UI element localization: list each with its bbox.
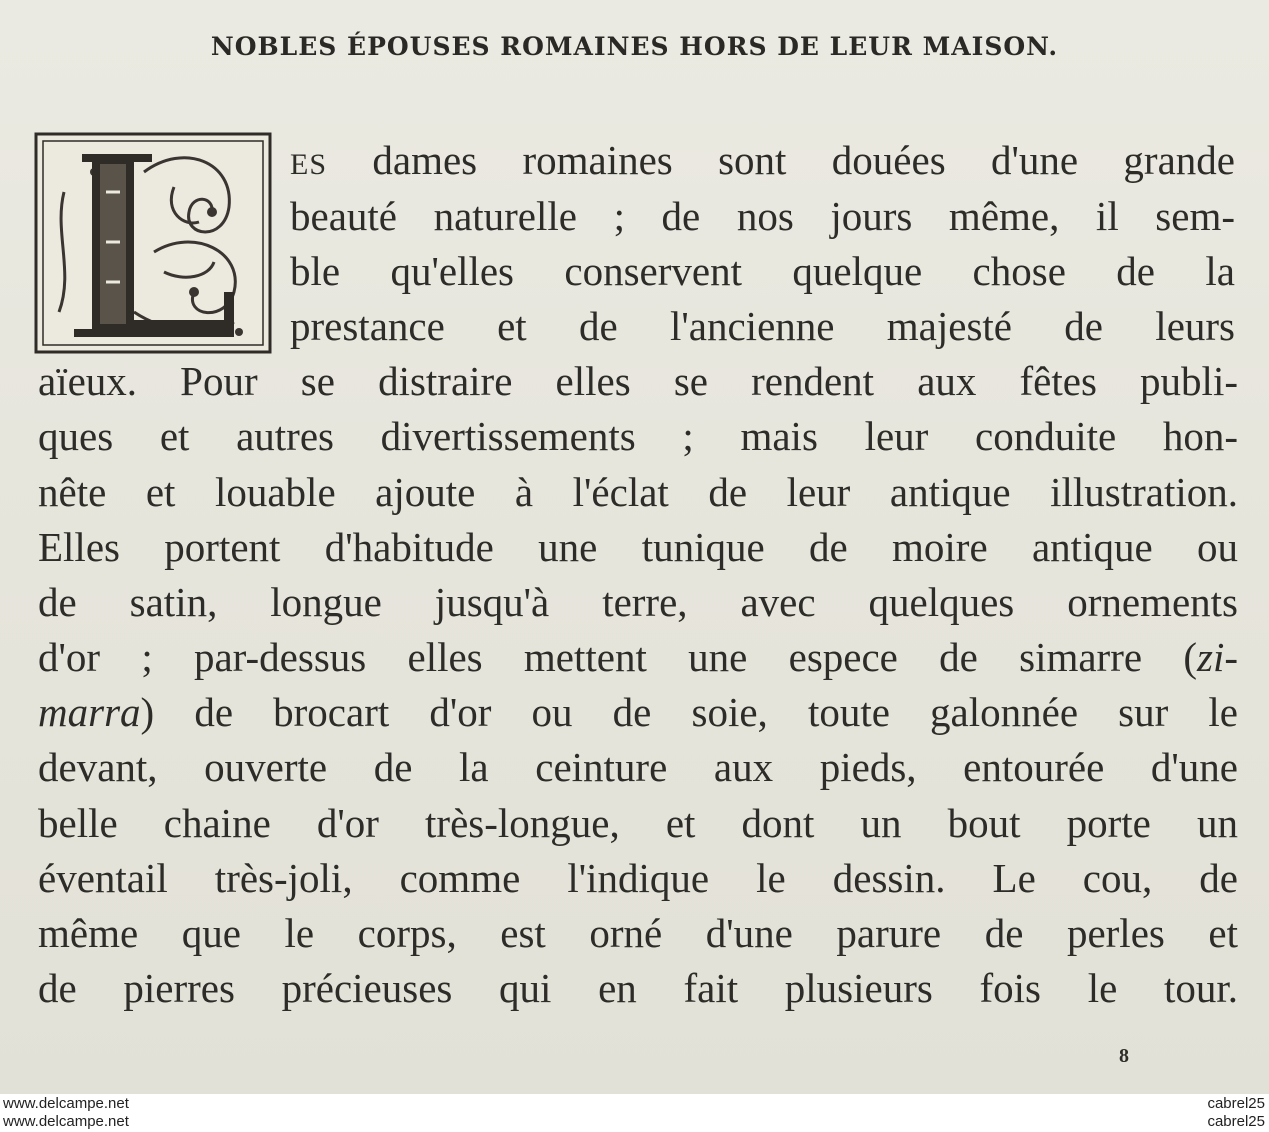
text-line-12: devant, ouverte de la ceinture aux pieds, entourée d'une [38,744,1238,790]
ornamental-dropcap-l [34,132,272,354]
text-line-10 [38,634,1238,680]
text-line-5: aïeux. Pour se distraire elles se rendent aux fêtes publi- [38,358,1238,404]
footer-left-bottom: www.delcampe.net [3,1113,129,1130]
text-line-7: nête et louable ajoute à l'éclat de leur antique illustration. [38,469,1238,515]
text-line-14: éventail très-joli, comme l'indique le dessin. Le cou, de [38,855,1238,901]
text-line-4: prestance et de l'ancienne majesté de leurs [290,303,1235,349]
text-line-3: ble qu'elles conservent quelque chose de la [290,248,1235,294]
page-title: NOBLES ÉPOUSES ROMAINES HORS DE LEUR MAISON. [210,32,1059,61]
text-line-10-main: d'or ; par-dessus elles mettent une espece de simarre ( [38,634,1197,680]
text-line-16: de pierres précieuses qui en fait plusieurs fois le tour. [38,965,1238,1011]
text-line-11-main: ) de brocart d'or ou de soie, toute galonnée sur le [140,689,1238,735]
text-line-1 [290,137,1235,183]
first-line-smallcaps: ES [290,148,328,181]
text-line-13: belle chaine d'or très-longue, et dont un bout porte un [38,800,1238,846]
text-line-2: beauté naturelle ; de nos jours même, il sem- [290,193,1235,239]
footer-right-bottom: cabrel25 [1207,1113,1265,1130]
text-line-8: Elles portent d'habitude une tunique de moire antique ou [38,524,1238,570]
footer-left-top: www.delcampe.net [3,1095,129,1112]
footer-right-top: cabrel25 [1207,1095,1265,1112]
italic-word-zimarra-part2: marra [38,689,141,735]
watermark-footer [0,1094,1269,1132]
text-line-6: ques et autres divertissements ; mais leur conduite hon- [38,413,1238,459]
text-line-1-rest: dames romaines sont douées d'une grande [327,137,1235,183]
text-line-15: même que le corps, est orné d'une parure de perles et [38,910,1238,956]
italic-word-zimarra-part1: zi- [1197,634,1238,680]
text-line-9: de satin, longue jusqu'à terre, avec quelques ornements [38,579,1238,625]
page-number: 8 [1119,1045,1129,1067]
text-line-11 [38,689,1238,735]
